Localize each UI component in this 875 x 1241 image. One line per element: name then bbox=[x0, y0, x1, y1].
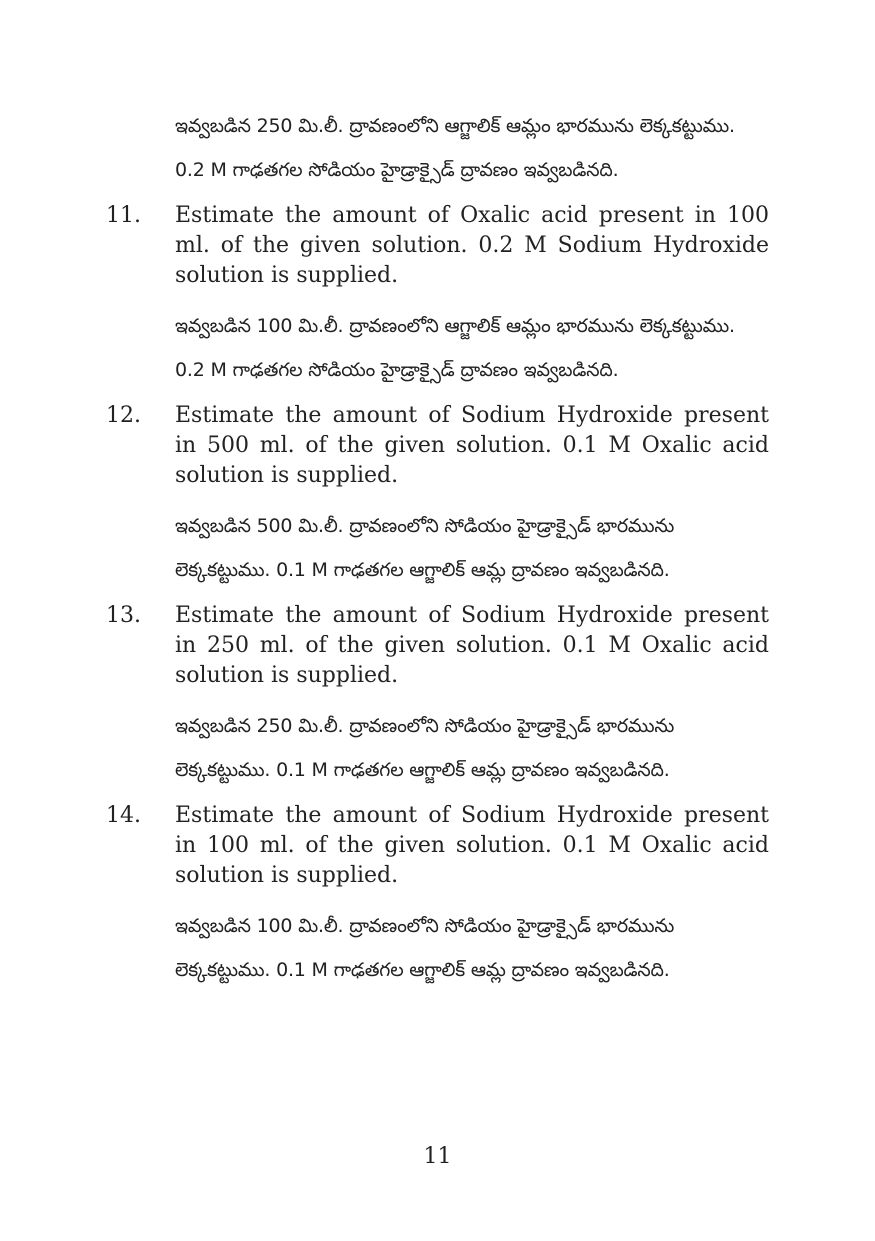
item-telugu-line-1: ఇవ్వబడిన 250 మి.లీ. ద్రావణంలోని సోడియం హైడ్రాక్సైడ్ భారమును bbox=[175, 715, 675, 737]
item-telugu-line-2: లెక్కకట్టుము. 0.1 M గాఢతగల ఆగ్జాలిక్ ఆమ్ల ద్రావణం ఇవ్వబడినది. bbox=[175, 759, 670, 781]
item-english-text: Estimate the amount of Oxalic acid present in 100 ml. of the given solution. 0.2 M Sodium Hydroxide solution is supplied. bbox=[175, 203, 769, 288]
item-telugu-line-1: ఇవ్వబడిన 100 మి.లీ. ద్రావణంలోని ఆగ్జాలిక్ ఆమ్లం భారమును లెక్కకట్టుము. bbox=[175, 315, 735, 337]
item-telugu-line-2: లెక్కకట్టుము. 0.1 M గాఢతగల ఆగ్జాలిక్ ఆమ్ల ద్రావణం ఇవ్వబడినది. bbox=[175, 559, 670, 581]
item-english-text: Estimate the amount of Sodium Hydroxide present in 250 ml. of the given solution. 0.1 M Oxalic acid solution is supplied. bbox=[175, 603, 769, 688]
item-telugu-line-2: 0.2 M గాఢతగల సోడియం హైడ్రాక్సైడ్ ద్రావణం ఇవ్వబడినది. bbox=[175, 359, 619, 381]
item-number: 13. bbox=[106, 603, 141, 628]
item-telugu-line-1: ఇవ్వబడిన 500 మి.లీ. ద్రావణంలోని సోడియం హైడ్రాక్సైడ్ భారమును bbox=[175, 515, 675, 537]
item-telugu-line-1: ఇవ్వబడిన 100 మి.లీ. ద్రావణంలోని సోడియం హైడ్రాక్సైడ్ భారమును bbox=[175, 915, 675, 937]
item-number: 11. bbox=[106, 203, 141, 228]
intro-telugu-line-1: ఇవ్వబడిన 250 మి.లీ. ద్రావణంలోని ఆగ్జాలిక్ ఆమ్లం భారమును లెక్కకట్టుము. bbox=[175, 115, 735, 137]
item-english-text: Estimate the amount of Sodium Hydroxide present in 500 ml. of the given solution. 0.1 M Oxalic acid solution is supplied. bbox=[175, 403, 769, 488]
item-number: 14. bbox=[106, 803, 141, 828]
item-number: 12. bbox=[106, 403, 141, 428]
item-english-text: Estimate the amount of Sodium Hydroxide present in 100 ml. of the given solution. 0.1 M Oxalic acid solution is supplied. bbox=[175, 803, 769, 888]
intro-telugu-line-2: 0.2 M గాఢతగల సోడియం హైడ్రాక్సైడ్ ద్రావణం ఇవ్వబడినది. bbox=[175, 159, 619, 181]
item-telugu-line-2: లెక్కకట్టుము. 0.1 M గాఢతగల ఆగ్జాలిక్ ఆమ్ల ద్రావణం ఇవ్వబడినది. bbox=[175, 959, 670, 981]
page-number: 11 bbox=[423, 1144, 452, 1169]
